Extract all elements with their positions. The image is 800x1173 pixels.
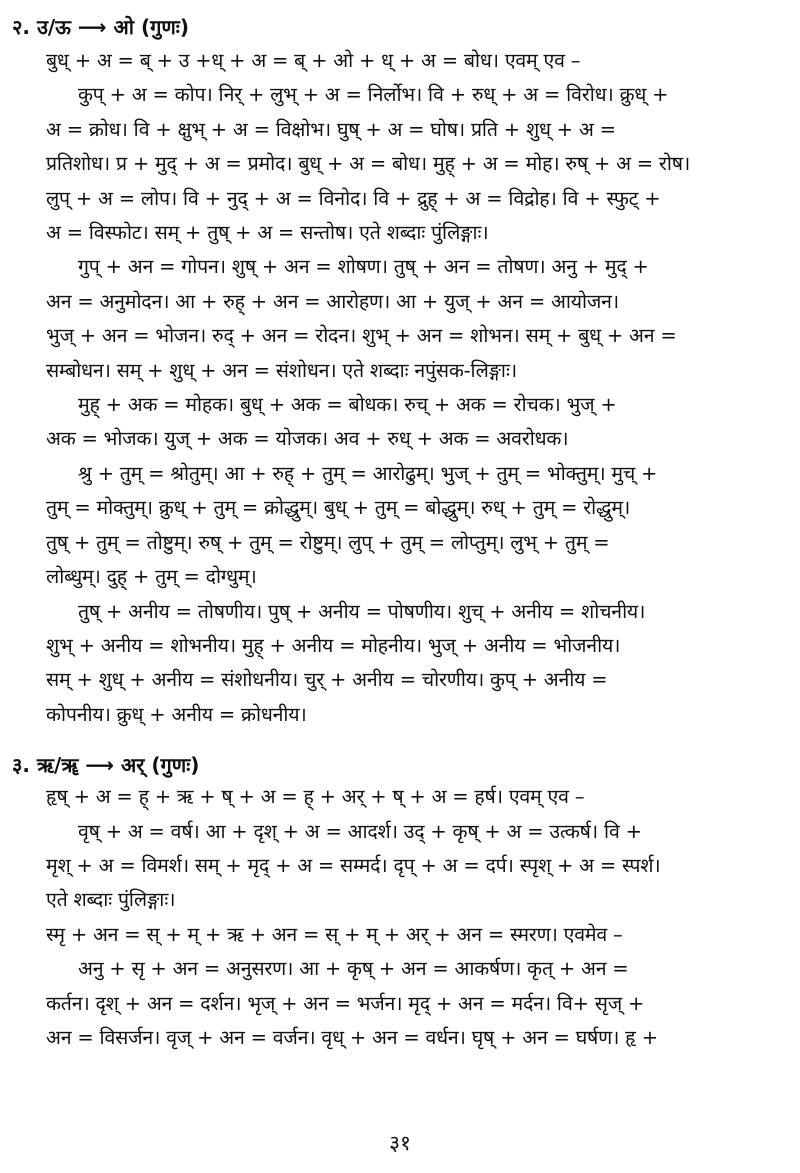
section-guna-ri-to-ar [12, 750, 776, 1055]
text-line: एते शब्दाः पुंलिङ्गाः। [46, 888, 176, 912]
text-line: लुप् + अ = लोप। वि + नुद् + अ = विनोद। वि + द्रुह् + अ = विद्रोह। वि + स्फुट् + [46, 186, 661, 210]
page-number: ३१ [389, 1131, 411, 1155]
text-line: प्रतिशोध। प्र + मुद् + अ = प्रमोद। बुध् + अ = बोध। मुह् + अ = मोह। रुष् + अ = रोष। [46, 152, 691, 176]
text-line: कर्तन। दृश् + अन = दर्शन। भृज् + अन = भर्जन। मृद् + अन = मर्दन। वि+ सृज् + [46, 991, 645, 1015]
text-line: मुह् + अक = मोहक। बुध् + अक = बोधक। रुच् + अक = रोचक। भुज् + [78, 393, 617, 417]
text-line: लोब्धुम्। दुह् + तुम् = दोग्धुम्। [46, 565, 257, 589]
text-line: अ = विस्फोट। सम् + तुष् + अ = सन्तोष। एते शब्दाः पुंलिङ्गाः। [46, 221, 489, 245]
text-line: कोपनीय। क्रुध् + अनीय = क्रोधनीय। [46, 702, 307, 726]
section-body [46, 780, 776, 1055]
text-line: तुम् = मोक्तुम्। क्रुध् + तुम् = क्रोद्धुम्। बुध् + तुम् = बोद्धुम्। रुध् + तुम् = रोद्धुम्। [46, 496, 631, 520]
text-line: अ = क्रोध। वि + क्षुभ् + अ = विक्षोभ। घुष् + अ = घोष। प्रति + शुध् + अ = [46, 117, 616, 141]
section-heading: ३. ऋ/ॠ ⟶ अर् (गुणः) [12, 753, 200, 778]
text-line: स्मृ + अन = स् + म् + ऋ + अन = स् + म् + अर् + अन = स्मरण। एवमेव – [46, 922, 623, 946]
text-line: अक = भोजक। युज् + अक = योजक। अव + रुध् + अक = अवरोधक। [46, 427, 569, 451]
text-line: तुष् + तुम् = तोष्टुम्। रुष् + तुम् = रोष्टुम्। लुप् + तुम् = लोप्तुम्। लुभ् + तुम् = [46, 530, 610, 554]
text-line: सम्बोधन। सम् + शुध् + अन = संशोधन। एते शब्दाः नपुंसक-लिङ्गाः। [46, 358, 517, 382]
section-heading: २. उ/ऊ ⟶ ओ (गुणः) [12, 15, 189, 39]
section-body [46, 44, 776, 732]
text-line: वृष् + अ = वर्ष। आ + दृश् + अ = आदर्श। उद् + कृष् + अ = उत्कर्ष। वि + [78, 819, 642, 843]
text-line: बुध् + अ = ब् + उ +ध् + अ = ब् + ओ + ध् + अ = बोध। एवम् एव – [46, 49, 581, 72]
text-line: हृष् + अ = ह् + ऋ + ष् + अ = ह् + अर् + ष् + अ = हर्ष। एवम् एव – [46, 785, 585, 809]
text-line: अन = अनुमोदन। आ + रुह् + अन = आरोहण। आ + युज् + अन = आयोजन। [46, 289, 619, 313]
text-line: सम् + शुध् + अनीय = संशोधनीय। चुर् + अनीय = चोरणीय। कुप् + अनीय = [46, 668, 608, 692]
text-line: गुप् + अन = गोपन। शुष् + अन = शोषण। तुष् + अन = तोषण। अनु + मुद् + [78, 255, 649, 279]
text-line: श्रु + तुम् = श्रोतुम्। आ + रुह् + तुम् = आरोढुम्। भुज् + तुम् = भोक्तुम्। मुच् + [78, 461, 658, 485]
text-line: मृश् + अ = विमर्श। सम् + मृद् + अ = सम्मर्द। दृप् + अ = दर्प। स्पृश् + अ = स्पर्श। [46, 853, 661, 877]
section-guna-u-to-o [12, 12, 776, 732]
text-line: अनु + सृ + अन = अनुसरण। आ + कृष् + अन = आकर्षण। कृत् + अन = [78, 957, 629, 981]
text-line: अन = विसर्जन। वृज् + अन = वर्जन। वृध् + अन = वर्धन। घृष् + अन = घर्षण। हृ + [46, 1025, 658, 1049]
text-line: तुष् + अनीय = तोषणीय। पुष् + अनीय = पोषणीय। शुच् + अनीय = शोचनीय। [78, 599, 646, 623]
text-line: शुभ् + अनीय = शोभनीय। मुह् + अनीय = मोहनीय। भुज् + अनीय = भोजनीय। [46, 633, 621, 657]
text-line: भुज् + अन = भोजन। रुद् + अन = रोदन। शुभ् + अन = शोभन। सम् + बुध् + अन = [46, 324, 677, 348]
text-line: कुप् + अ = कोप। निर् + लुभ् + अ = निर्लोभ। वि + रुध् + अ = विरोध। क्रुध् + [78, 83, 669, 107]
